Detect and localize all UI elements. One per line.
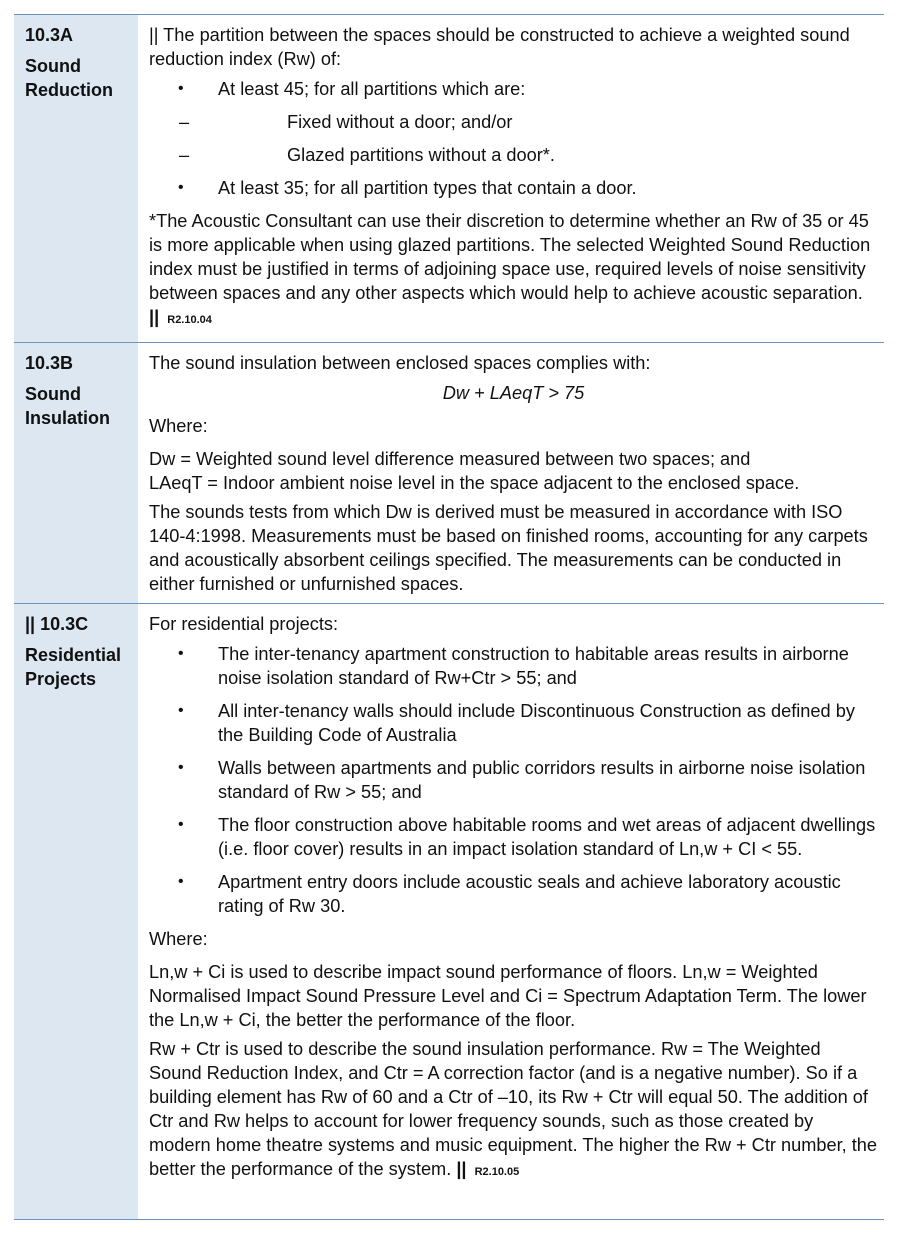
bullet-item [149, 699, 878, 747]
bullet-item [149, 756, 878, 804]
reference-code: R2.10.04 [167, 314, 212, 326]
criterion-paragraph [149, 1037, 878, 1184]
criterion-paragraph: Ln,w + Ci is used to describe impact sound performance of floors. Ln,w = Weighted Normalised Impact Sound Pressure Level and Ci = Spectrum Adaptation Term. The lower the Ln,w + Ci, the better the performance of the floor. [149, 962, 867, 1030]
criterion-label-cell [14, 15, 138, 342]
criterion-label-cell [14, 343, 138, 603]
bullet-item [149, 77, 878, 167]
dash-text: Fixed without a door; and/or [287, 112, 513, 132]
dash-text: Glazed partitions without a door*. [287, 145, 555, 165]
bullet-text: Apartment entry doors include acoustic seals and achieve laboratory acoustic rating of Rw 30. [218, 872, 841, 916]
revision-mark: || [149, 307, 160, 327]
bullet-text: At least 35; for all partition types that contain a door. [218, 178, 637, 198]
criterion-code: 10.3A [25, 25, 74, 45]
bullet-item [149, 813, 878, 861]
bullet-text: Walls between apartments and public corridors results in airborne noise isolation standard of Rw > 55; and [218, 758, 866, 802]
criterion-code: 10.3B [25, 353, 74, 373]
criterion-intro: The sound insulation between enclosed spaces complies with: [149, 353, 651, 373]
criteria-table [14, 14, 884, 1220]
paragraph-text: Rw + Ctr is used to describe the sound insulation performance. Rw = The Weighted Sound Reduction Index, and Ctr = A correction factor (and is a negative number). So if a building element has Rw of 60 and a Ctr of –10, its Rw + Ctr will equal 50. The addition of Ctr and Rw helps to account for lower frequency sounds, such as those created by modern home theatre systems and music equipment. The higher the Rw + Ctr number, the better the performance of the system. [149, 1039, 878, 1179]
dash-list [149, 110, 878, 167]
criterion-title-line1: Residential [25, 645, 122, 665]
criterion-title-line2: Insulation [25, 408, 110, 428]
reference-code: R2.10.05 [474, 1166, 520, 1178]
revision-mark: || [456, 1159, 467, 1179]
criterion-title-line1: Sound [25, 56, 81, 76]
criterion-code: || 10.3C [25, 614, 89, 634]
criterion-title-line2: Projects [25, 669, 97, 689]
bullet-text: All inter-tenancy walls should include Discontinuous Construction as defined by the Building Code of Australia [218, 701, 855, 745]
bullet-item [149, 176, 878, 200]
bullet-list [149, 642, 878, 918]
criterion-label-cell [14, 604, 138, 1219]
criterion-title-line1: Sound [25, 384, 81, 404]
bullet-item [149, 642, 878, 690]
criterion-paragraph: The sounds tests from which Dw is derived must be measured in accordance with ISO 140-4:1998. Measurements must be based on finished rooms, accounting for any carpets and acoustically absorbent ceilings specified. The measurements can be conducted in either furnished or unfurnished spaces. [149, 502, 868, 594]
criterion-body-cell [138, 15, 884, 342]
bullet-text: The inter-tenancy apartment construction to habitable areas results in airborne noise isolation standard of Rw+Ctr > 55; and [218, 644, 849, 688]
dash-item [149, 110, 878, 134]
definition: Dw = Weighted sound level difference measured between two spaces; and [149, 449, 751, 469]
bullet-item [149, 870, 878, 918]
bullet-list [149, 77, 878, 200]
definition: LAeqT = Indoor ambient noise level in the space adjacent to the enclosed space. [149, 473, 800, 493]
criterion-row-10-3c [14, 604, 884, 1220]
criterion-row-10-3a [14, 15, 884, 343]
criterion-intro: For residential projects: [149, 614, 339, 634]
bullet-text: At least 45; for all partitions which are: [218, 79, 526, 99]
criterion-title-line2: Reduction [25, 80, 113, 100]
note-text: *The Acoustic Consultant can use their discretion to determine whether an Rw of 35 or 45 is more applicable when using glazed partitions. The selected Weighted Sound Reduction index must be justified in terms of adjoining space use, required levels of noise sensitivity between spaces and any other aspects which would help to achieve acoustic separation. [149, 211, 871, 303]
where-label: Where: [149, 929, 208, 949]
criterion-note [149, 209, 878, 332]
criterion-body-cell [138, 343, 884, 603]
where-label: Where: [149, 416, 208, 436]
criterion-body-cell [138, 604, 884, 1219]
formula: Dw + LAeqT > 75 [442, 383, 585, 403]
bullet-text: The floor construction above habitable rooms and wet areas of adjacent dwellings (i.e. floor cover) results in an impact isolation standard of Ln,w + CI < 55. [218, 815, 876, 859]
criterion-intro: || The partition between the spaces should be constructed to achieve a weighted sound reduction index (Rw) of: [149, 25, 850, 69]
criterion-row-10-3b [14, 343, 884, 604]
dash-item [149, 143, 878, 167]
